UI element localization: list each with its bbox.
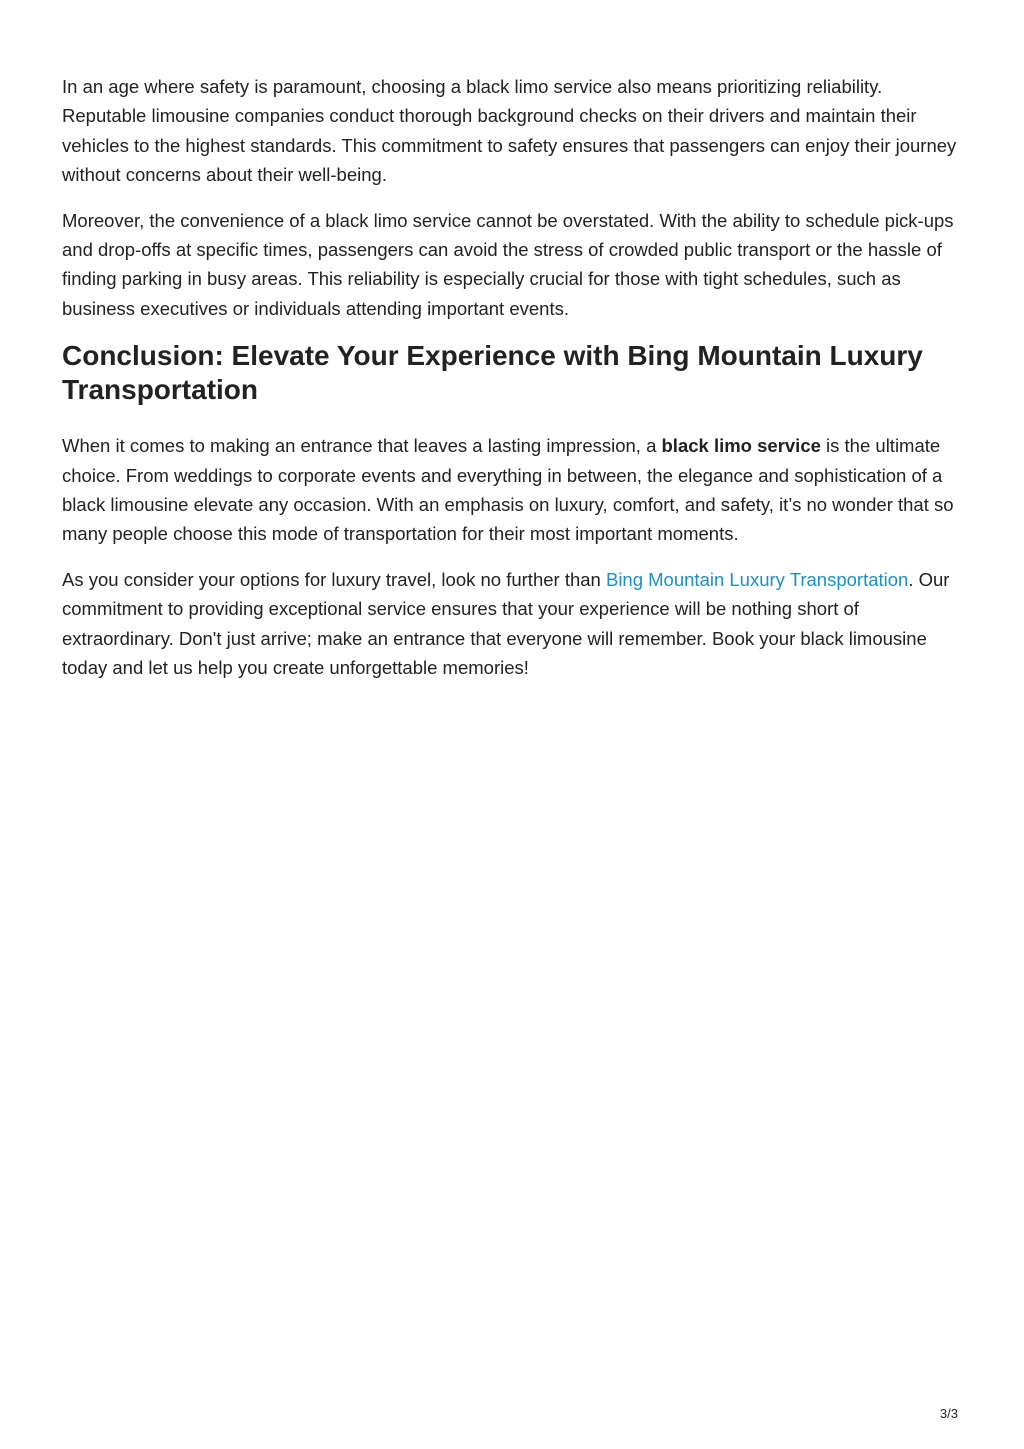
bold-keyword: black limo service bbox=[661, 435, 821, 457]
page-number: 3/3 bbox=[939, 1406, 958, 1421]
company-link[interactable]: Bing Mountain Luxury Transportation bbox=[605, 568, 909, 590]
conclusion-heading: Conclusion: Elevate Your Experience with Bing Mountain Luxury Transportation bbox=[62, 340, 923, 406]
paragraph-safety: In an age where safety is paramount, choosing a black limo service also means prioritizing reliability. Reputable limousine companies conduct thorough background checks on their drivers and maintain their vehicles to the highest standards. This commitment to safety ensures that passengers can enjoy their journey without concerns about their well-being. bbox=[62, 76, 957, 186]
paragraph-cta-text-end: . Our commitment to providing exceptional service ensures that your experience will be nothing short of extraordinary. Don't just arrive; make an entrance that everyone will remember. Book your black limousine today and let us help you create unforgettable memories! bbox=[62, 568, 950, 679]
paragraph-cta-text-start: As you consider your options for luxury travel, look no further than bbox=[62, 568, 606, 590]
paragraph-convenience: Moreover, the convenience of a black limo service cannot be overstated. With the ability to schedule pick-ups and drop-offs at specific times, passengers can avoid the stress of crowded public transport or the hassle of finding parking in busy areas. This reliability is especially crucial for those with tight schedules, such as business executives or individuals attending important events. bbox=[62, 209, 954, 319]
paragraph-conclusion bbox=[62, 431, 967, 549]
paragraph-call-to-action bbox=[62, 565, 967, 683]
paragraph-conclusion-text-start: When it comes to making an entrance that leaves a lasting impression, a bbox=[62, 435, 662, 457]
paragraph-conclusion-text-end: is the ultimate choice. From weddings to corporate events and everything in between, the elegance and sophistication of a black limousine elevate any occasion. With an emphasis on luxury, comfort, and safety, it’s no wonder that so many people choose this mode of transportation for their most important moments. bbox=[62, 435, 954, 545]
document-body bbox=[62, 72, 967, 699]
